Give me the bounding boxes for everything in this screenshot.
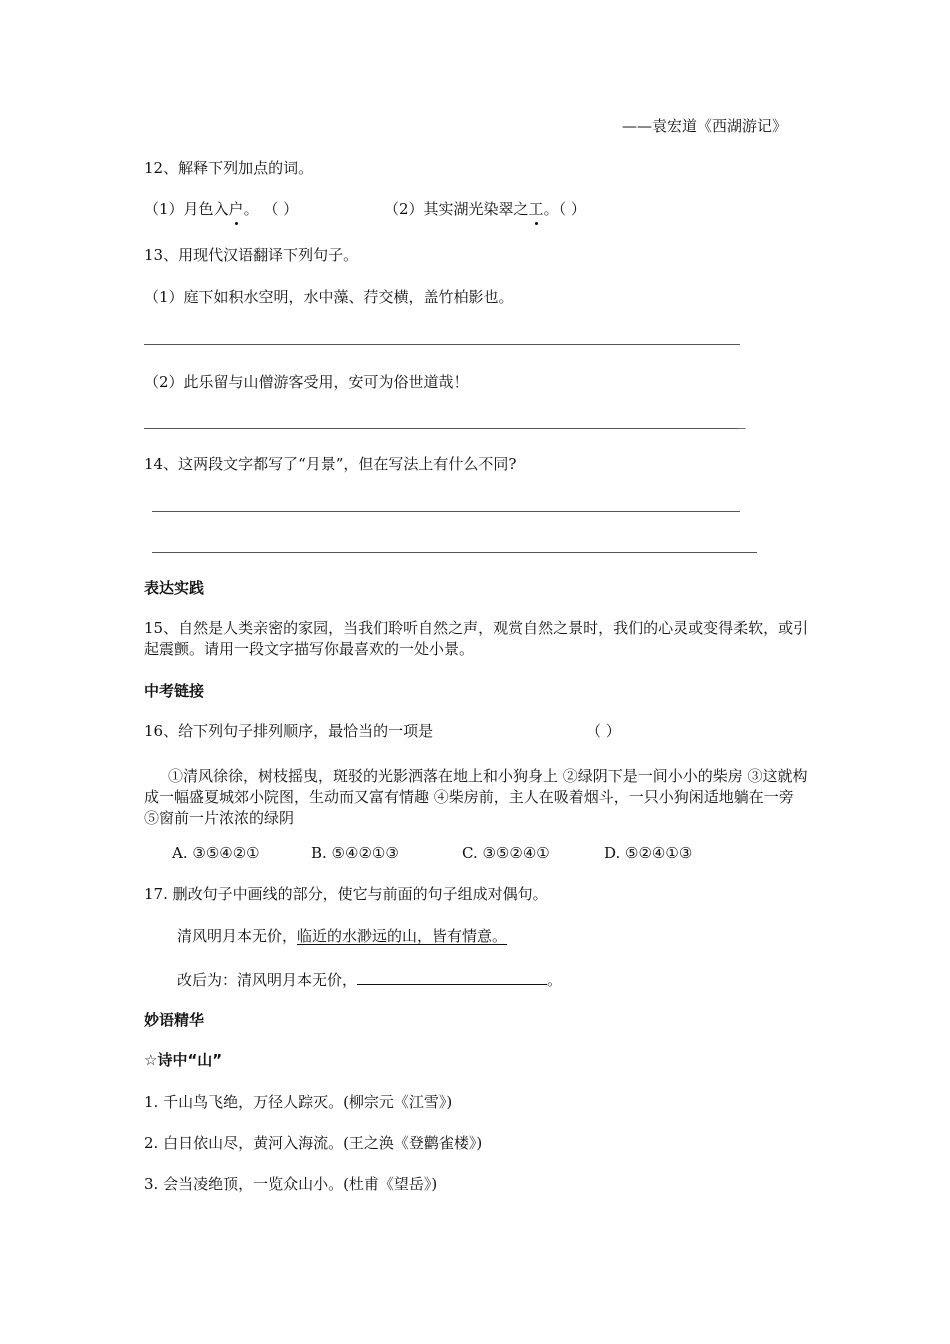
option-b[interactable]: B. ⑤④②①③ [311, 844, 399, 862]
item-2-prefix: （2）其实湖光染翠之 [384, 200, 529, 218]
question-17-sentence [177, 926, 507, 946]
section-heading-poem-mountain: ☆诗中“山” [144, 1051, 223, 1069]
section-heading-express: 表达实践 [144, 579, 205, 597]
poem-line-1: 1. 千山鸟飞绝，万径人踪灭。(柳宗元《江雪》) [144, 1093, 453, 1111]
item-1-suffix: 。 （ ） [243, 200, 299, 218]
question-13-sentence-1: （1）庭下如积水空明，水中藻、荇交横，盖竹柏影也。 [144, 288, 514, 306]
answer-line-14-2[interactable] [152, 552, 757, 553]
option-a[interactable]: A. ③⑤④②① [172, 844, 260, 862]
answer-prefix: 改后为：清风明月本无价， [177, 971, 358, 989]
question-13-stem: 13、用现代汉语翻译下列句子。 [144, 246, 359, 264]
sentence-prefix: 清风明月本无价， [177, 927, 298, 945]
question-12-item-1 [144, 199, 298, 219]
underlined-phrase: 临近的水渺远的山，皆有情意。 [297, 927, 508, 945]
question-16-answer-bracket: （ ） [586, 722, 621, 740]
poem-line-2: 2. 白日依山尽，黄河入海流。(王之涣《登鹳雀楼》) [144, 1134, 483, 1152]
answer-line-13-2-tail: _ [738, 411, 746, 429]
dotted-word-gong: 工 [528, 200, 544, 218]
option-d[interactable]: D. ⑤②④①③ [604, 844, 693, 862]
answer-line-14-1[interactable] [152, 511, 740, 512]
question-15-text: 15、自然是人类亲密的家园，当我们聆听自然之声，观赏自然之景时，我们的心灵或变得柔软，或引起震颤。请用一段文字描写你最喜欢的一处小景。 [144, 619, 809, 658]
question-13-sentence-2: （2）此乐留与山僧游客受用，安可为俗世道哉！ [144, 373, 469, 391]
answer-suffix: 。 [547, 971, 563, 989]
question-12-item-2 [384, 199, 586, 219]
poem-line-3: 3. 会当凌绝顶，一览众山小。(杜甫《望岳》) [144, 1175, 438, 1193]
question-14-stem: 14、这两段文字都写了“月景”，但在写法上有什么不同? [144, 455, 517, 473]
source-attribution: ——袁宏道《西湖游记》 [622, 117, 788, 135]
question-17-answer [177, 968, 562, 990]
item-1-prefix: （1）月色入 [144, 200, 229, 218]
section-heading-exam-link: 中考链接 [144, 682, 205, 700]
question-12-stem: 12、解释下列加点的词。 [144, 159, 314, 177]
option-c[interactable]: C. ③⑤②④① [462, 844, 550, 862]
item-2-suffix: 。（ ） [543, 200, 586, 218]
answer-line-13-1[interactable] [144, 344, 740, 345]
question-17-stem: 17. 删改句子中画线的部分，使它与前面的句子组成对偶句。 [144, 885, 548, 903]
question-16-stem: 16、给下列句子排列顺序，最恰当的一项是 [144, 722, 434, 740]
section-heading-wonder: 妙语精华 [144, 1011, 205, 1029]
question-16-sentences: ①清风徐徐，树枝摇曳，斑驳的光影洒落在地上和小狗身上 ②绿阴下是一间小小的柴房 ③这就构成一幅盛夏城郊小院图，生动而又富有情趣 ④柴房前，主人在吸着烟斗，一只小狗闲适地躺在一旁 ⑤窗前一片浓浓的绿阴 [144, 767, 808, 827]
dotted-word-hu: 户 [228, 200, 244, 218]
answer-blank[interactable] [357, 968, 547, 985]
answer-line-13-2[interactable] [144, 428, 738, 429]
